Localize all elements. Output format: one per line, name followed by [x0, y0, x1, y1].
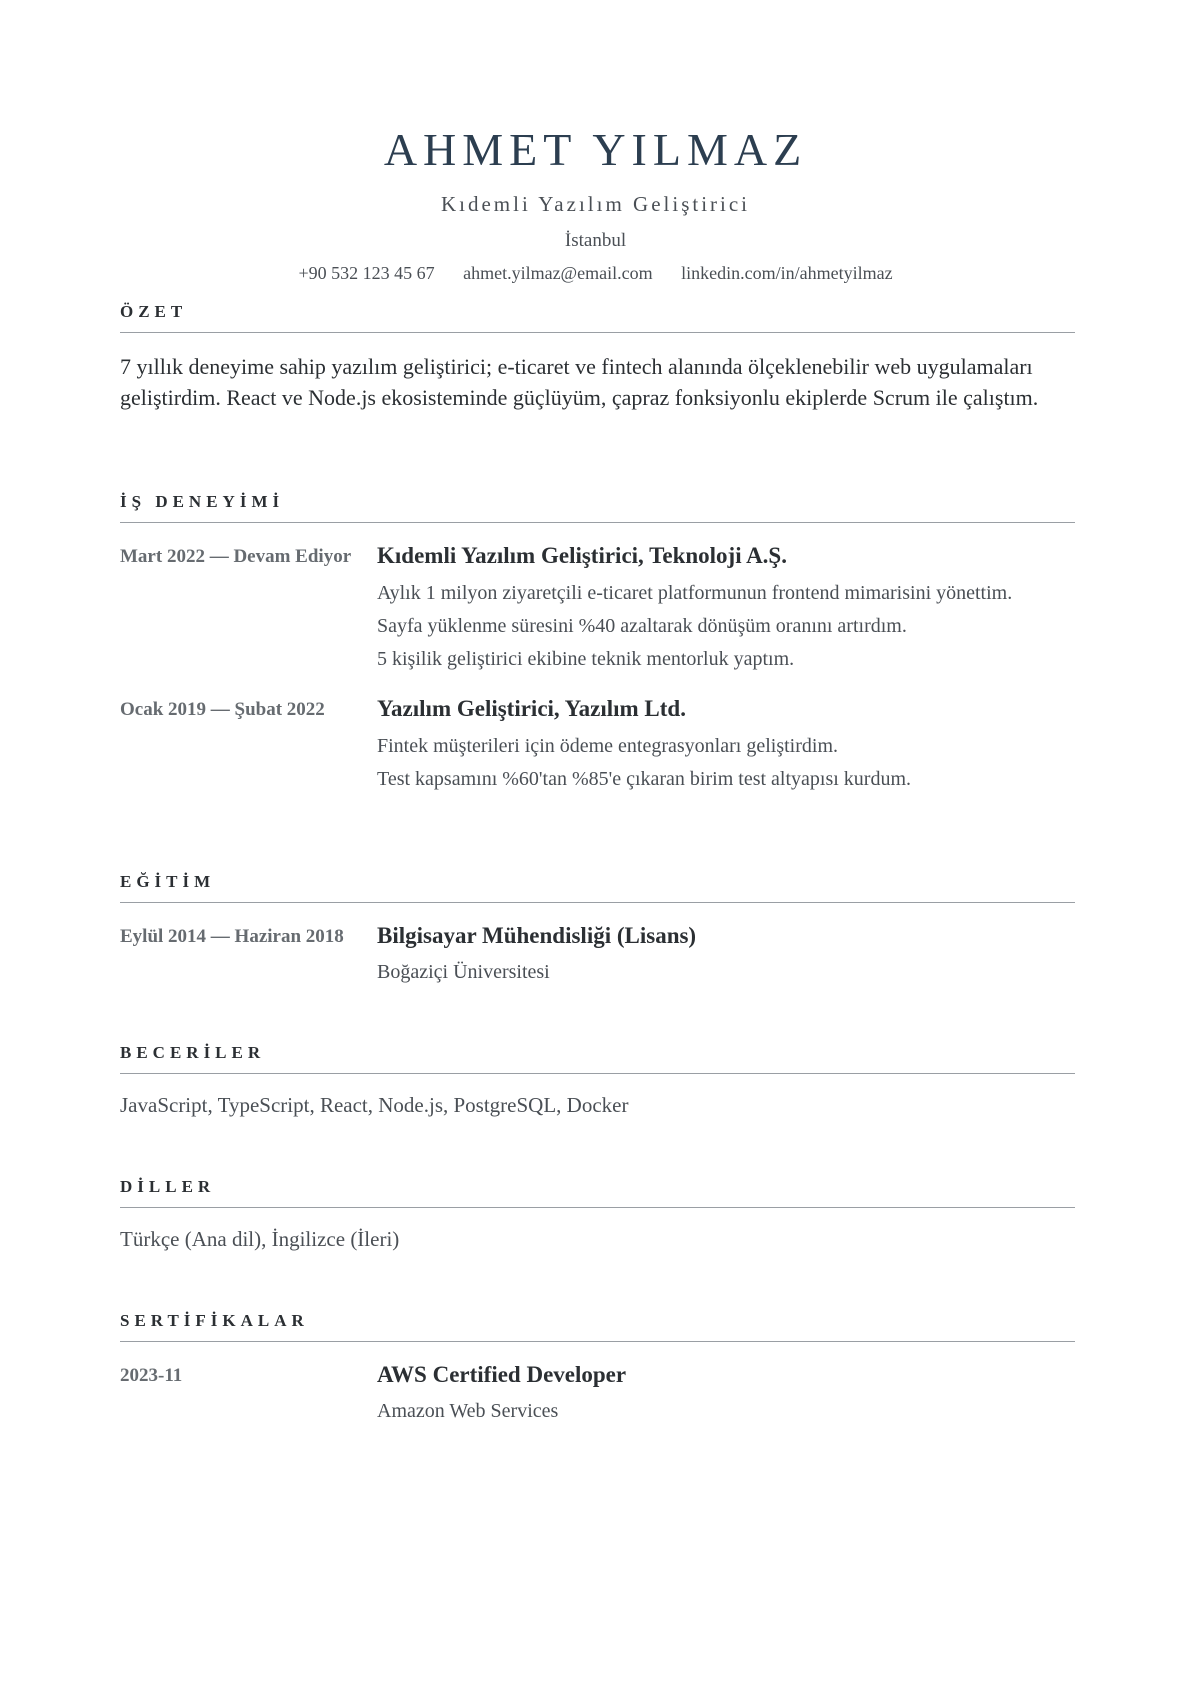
entry-date: 2023-11: [120, 1365, 183, 1386]
resume-header: [0, 120, 1191, 284]
entry-date: Eylül 2014 — Haziran 2018: [120, 926, 344, 947]
entry-institution: Boğaziçi Üniversitesi: [377, 961, 550, 983]
entry-bullet: Test kapsamını %60'tan %85'e çıkaran birim test altyapısı kurdum.: [377, 768, 912, 790]
section-title-summary: ÖZET: [120, 302, 1075, 333]
experience-section: [120, 492, 1075, 796]
languages-section: [120, 1177, 1075, 1254]
certificate-entry: [120, 1360, 1075, 1426]
experience-entry: [120, 541, 1075, 676]
section-title-education: EĞİTİM: [120, 872, 1075, 903]
entry-title: Yazılım Geliştirici, Yazılım Ltd.: [377, 696, 686, 721]
languages-text: Türkçe (Ana dil), İngilizce (İleri): [120, 1227, 400, 1251]
experience-entry: [120, 694, 1075, 796]
full-name: AHMET YILMAZ: [383, 124, 808, 175]
entry-title: AWS Certified Developer: [377, 1362, 627, 1387]
entry-bullet: Aylık 1 milyon ziyaretçili e-ticaret platformunun frontend mimarisini yönettim.: [377, 582, 1013, 604]
section-title-certificates: SERTİFİKALAR: [120, 1311, 1075, 1342]
job-title: Kıdemli Yazılım Geliştirici: [440, 192, 751, 216]
section-title-languages: DİLLER: [120, 1177, 1075, 1208]
skills-section: [120, 1043, 1075, 1120]
entry-bullet: Sayfa yüklenme süresini %40 azaltarak dönüşüm oranını artırdım.: [377, 615, 907, 637]
entry-bullet: Fintek müşterileri için ödeme entegrasyonları geliştirdim.: [377, 735, 838, 757]
summary-section: [120, 302, 1075, 413]
linkedin-link[interactable]: linkedin.com/in/ahmetyilmaz: [681, 263, 893, 283]
entry-title: Kıdemli Yazılım Geliştirici, Teknoloji A.Ş.: [377, 543, 787, 568]
education-entry: [120, 921, 1075, 987]
contact-line: [0, 262, 1191, 284]
skills-text: JavaScript, TypeScript, React, Node.js, PostgreSQL, Docker: [120, 1093, 629, 1117]
phone: +90 532 123 45 67: [298, 263, 435, 283]
entry-bullet: 5 kişilik geliştirici ekibine teknik mentorluk yaptım.: [377, 648, 795, 670]
entry-issuer: Amazon Web Services: [377, 1400, 559, 1422]
entry-date: Ocak 2019 — Şubat 2022: [120, 699, 325, 720]
entry-date: Mart 2022 — Devam Ediyor: [120, 546, 352, 567]
section-title-skills: BECERİLER: [120, 1043, 1075, 1074]
entry-title: Bilgisayar Mühendisliği (Lisans): [377, 923, 697, 948]
summary-text: 7 yıllık deneyime sahip yazılım geliştirici; e-ticaret ve fintech alanında ölçeklenebilir web uygulamaları geliştirdim. React ve Node.js ekosisteminde güçlüyüm, çapraz fonksiyonlu ekiplerde Scrum ile çalıştım.: [120, 354, 1039, 410]
section-title-experience: İŞ DENEYİMİ: [120, 492, 1075, 523]
education-section: [120, 872, 1075, 987]
certificates-section: [120, 1311, 1075, 1426]
email-link[interactable]: ahmet.yilmaz@email.com: [463, 263, 653, 283]
location: İstanbul: [564, 230, 627, 251]
